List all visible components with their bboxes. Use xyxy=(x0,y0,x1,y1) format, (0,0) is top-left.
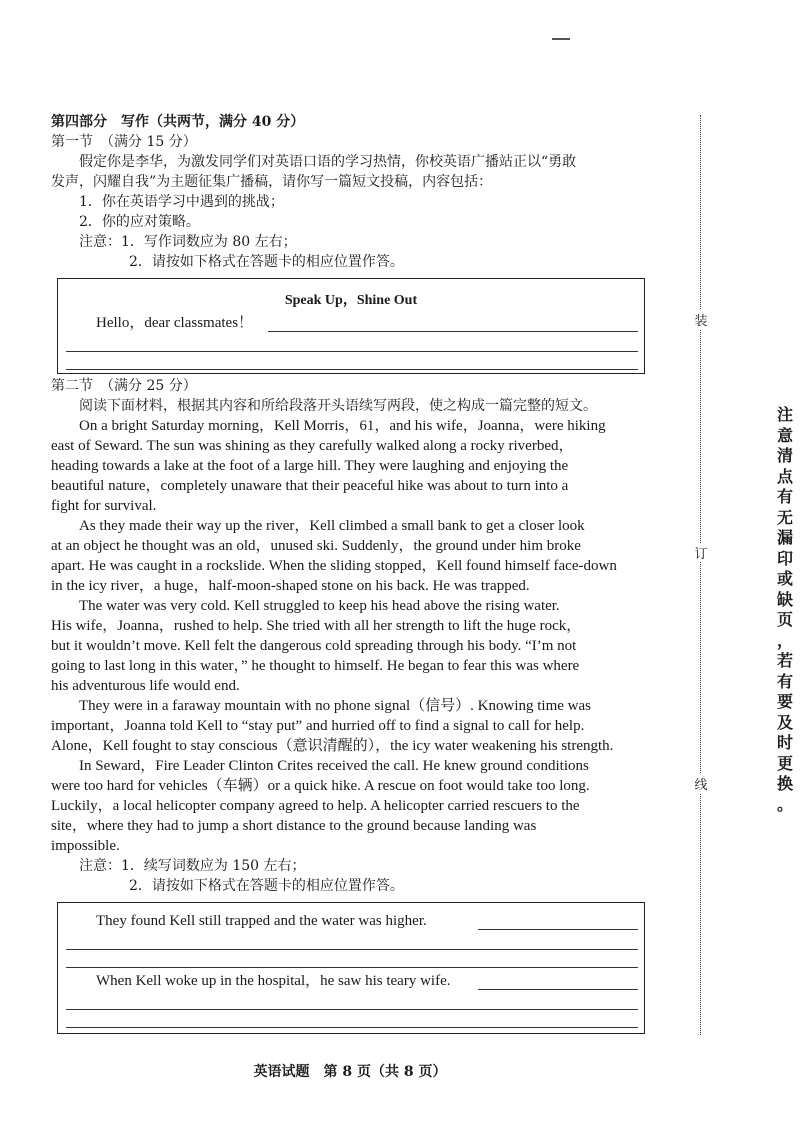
answer-line xyxy=(478,989,638,990)
continuation-start-2: When Kell woke up in the hospital，he saw his teary wife. xyxy=(96,973,451,989)
essay-title: Speak Up，Shine Out xyxy=(284,293,418,308)
page-footer: 英语试题 第 8 页（共 8 页） xyxy=(253,1064,447,1080)
answer-line xyxy=(478,929,638,930)
passage-paragraph xyxy=(51,596,651,696)
passage-line: in the icy river，a huge，half-moon-shaped stone on his back. He was trapped. xyxy=(51,578,530,594)
passage-line: Luckily，a local helicopter company agreed to help. A helicopter carried rescuers to the xyxy=(51,798,580,814)
answer-line xyxy=(66,1027,638,1028)
essay-greeting: Hello，dear classmates！ xyxy=(96,315,254,331)
passage-line: The water was very cold. Kell struggled to keep his head above the rising water. xyxy=(79,598,560,614)
answer-format-box-1 xyxy=(57,278,645,374)
passage-line: heading towards a lake at the foot of a large hill. They were laughing and enjoying the xyxy=(51,458,569,474)
passage-line: As they made their way up the river，Kell climbed a small bank to get a closer look xyxy=(79,518,585,534)
print-mark xyxy=(552,38,570,40)
passage-line: Alone，Kell fought to stay conscious（意识清醒的），the icy water weakening his strength. xyxy=(51,738,614,754)
binding-mark-ding: 订 xyxy=(693,543,709,562)
answer-line xyxy=(66,949,638,950)
passage-line: were too hard for vehicles（车辆）or a quick hike. A rescue on foot would take too long. xyxy=(51,778,590,794)
passage-line: his adventurous life would end. xyxy=(51,678,240,694)
binding-line xyxy=(700,115,701,1035)
passage-line: beautiful nature，completely unaware that their peaceful hike was about to turn into a xyxy=(51,478,569,494)
section1-title: 第一节 （满分 15 分） xyxy=(51,134,197,150)
section2-note1: 注意：1．续写词数应为 150 左右； xyxy=(79,858,306,874)
binding-mark-xian: 线 xyxy=(693,774,709,793)
passage-line: fight for survival. xyxy=(51,498,157,514)
passage-line: In Seward，Fire Leader Clinton Crites received the call. He knew ground conditions xyxy=(79,758,589,774)
section1-intro-line1: 假定你是李华，为激发同学们对英语口语的学习热情，你校英语广播站正以“勇敢 xyxy=(79,154,577,170)
passage-line: impossible. xyxy=(51,838,120,854)
part-title: 第四部分 写作（共两节，满分 40 分） xyxy=(51,114,305,130)
passage-line: east of Seward. The sun was shining as they carefully walked along a rocky riverbed， xyxy=(51,438,574,454)
section2-title: 第二节 （满分 25 分） xyxy=(51,378,197,394)
passage-paragraph xyxy=(51,416,651,516)
passage-line: but it wouldn’t move. Kell felt the dangerous cold spreading through his body. “I’m not xyxy=(51,638,577,654)
passage-paragraph xyxy=(51,756,651,856)
section1-point1: 1．你在英语学习中遇到的挑战； xyxy=(79,194,284,210)
side-notice: 注 意 清 点 有 无 漏 印 或 缺 页 ， 若 有 要 及 时 更 换 。 xyxy=(776,405,793,814)
passage-line: important，Joanna told Kell to “stay put” and hurried off to find a signal to call for help. xyxy=(51,718,585,734)
binding-mark-zhuang: 装 xyxy=(693,310,709,329)
passage-line: His wife，Joanna，rushed to help. She tried with all her strength to lift the huge rock， xyxy=(51,618,582,634)
section1-note1: 注意：1．写作词数应为 80 左右； xyxy=(79,234,297,250)
passage-paragraph xyxy=(51,516,651,596)
continuation-start-1: They found Kell still trapped and the water was higher. xyxy=(96,913,427,929)
passage-paragraph xyxy=(51,696,651,756)
answer-line xyxy=(66,351,638,352)
answer-line xyxy=(66,369,638,370)
passage-line: going to last long in this water，” he thought to himself. He began to fear this was where xyxy=(51,658,580,674)
passage-line: apart. He was caught in a rockslide. When the sliding stopped，Kell found himself face-down xyxy=(51,558,617,574)
section1-point2: 2．你的应对策略。 xyxy=(79,214,200,230)
passage-line: They were in a faraway mountain with no phone signal（信号）. Knowing time was xyxy=(79,698,591,714)
section1-intro-line2: 发声，闪耀自我”为主题征集广播稿，请你写一篇短文投稿，内容包括： xyxy=(51,174,493,190)
reading-passage xyxy=(51,416,651,856)
passage-line: site，where they had to jump a short distance to the ground because landing was xyxy=(51,818,537,834)
section2-instruction: 阅读下面材料，根据其内容和所给段落开头语续写两段，使之构成一篇完整的短文。 xyxy=(79,398,597,414)
answer-line xyxy=(66,967,638,968)
section1-note2: 2．请按如下格式在答题卡的相应位置作答。 xyxy=(129,254,404,270)
answer-line xyxy=(66,1009,638,1010)
section2-note2: 2．请按如下格式在答题卡的相应位置作答。 xyxy=(129,878,404,894)
answer-line xyxy=(268,331,638,332)
writing-section xyxy=(51,112,651,1036)
answer-format-box-2 xyxy=(57,902,645,1034)
passage-line: at an object he thought was an old，unused ski. Suddenly，the ground under him broke xyxy=(51,538,581,554)
passage-line: On a bright Saturday morning，Kell Morris，61，and his wife，Joanna，were hiking xyxy=(79,418,606,434)
